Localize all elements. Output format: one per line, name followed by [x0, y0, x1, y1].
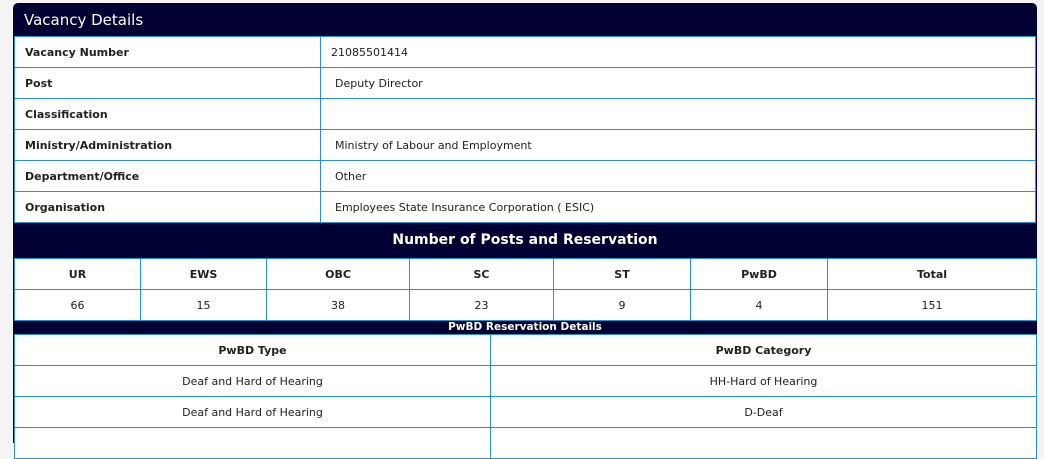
table-row — [15, 192, 1036, 223]
pwbd-category-cell — [491, 428, 1037, 459]
panel-title: Vacancy Details — [24, 11, 144, 29]
table-header-row — [15, 259, 1037, 290]
row-label: Vacancy Number — [15, 37, 321, 68]
vacancy-details-panel — [13, 3, 1037, 443]
table-row — [15, 99, 1036, 130]
table-row — [15, 428, 1037, 459]
pwbd-type-cell — [15, 428, 491, 459]
classification-value — [321, 99, 1036, 130]
department-value: Other — [321, 161, 1036, 192]
vacancy-number-value: 21085501414 — [321, 37, 1036, 68]
post-value: Deputy Director — [321, 68, 1036, 99]
ministry-value: Ministry of Labour and Employment — [321, 130, 1036, 161]
column-header: EWS — [141, 259, 267, 290]
details-table — [14, 36, 1036, 223]
posts-table — [14, 258, 1037, 321]
table-row — [15, 290, 1037, 321]
column-header: Total — [828, 259, 1037, 290]
table-row — [15, 130, 1036, 161]
table-row — [15, 68, 1036, 99]
pwbd-category-cell: HH-Hard of Hearing — [491, 366, 1037, 397]
table-row — [15, 37, 1036, 68]
row-label: Department/Office — [15, 161, 321, 192]
row-label: Organisation — [15, 192, 321, 223]
pwbd-count: 4 — [691, 290, 828, 321]
organisation-value: Employees State Insurance Corporation ( ESIC) — [321, 192, 1036, 223]
obc-count: 38 — [267, 290, 410, 321]
column-header: PwBD Type — [15, 335, 491, 366]
row-label: Post — [15, 68, 321, 99]
column-header: PwBD Category — [491, 335, 1037, 366]
table-header-row — [15, 335, 1037, 366]
pwbd-type-cell: Deaf and Hard of Hearing — [15, 366, 491, 397]
column-header: UR — [15, 259, 141, 290]
table-row — [15, 397, 1037, 428]
pwbd-category-cell: D-Deaf — [491, 397, 1037, 428]
table-row — [15, 366, 1037, 397]
posts-section-title: Number of Posts and Reservation — [14, 223, 1036, 258]
ews-count: 15 — [141, 290, 267, 321]
column-header: PwBD — [691, 259, 828, 290]
table-row — [15, 161, 1036, 192]
sc-count: 23 — [410, 290, 554, 321]
st-count: 9 — [554, 290, 691, 321]
ur-count: 66 — [15, 290, 141, 321]
column-header: OBC — [267, 259, 410, 290]
total-count: 151 — [828, 290, 1037, 321]
column-header: SC — [410, 259, 554, 290]
pwbd-section-title: PwBD Reservation Details — [14, 321, 1036, 334]
row-label: Classification — [15, 99, 321, 130]
row-label: Ministry/Administration — [15, 130, 321, 161]
pwbd-type-cell: Deaf and Hard of Hearing — [15, 397, 491, 428]
column-header: ST — [554, 259, 691, 290]
pwbd-table — [14, 334, 1037, 459]
